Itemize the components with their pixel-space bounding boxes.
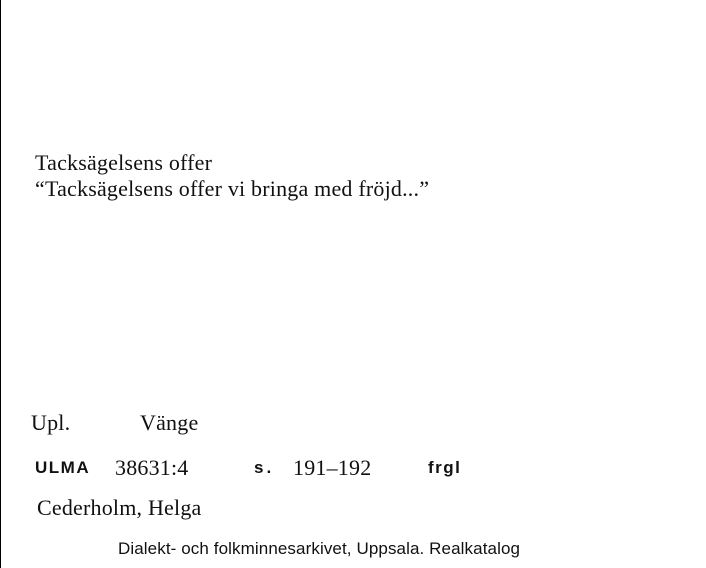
archive-code: ULMA — [35, 458, 91, 477]
person-name: Cederholm, Helga — [37, 495, 202, 520]
province: Upl. — [31, 410, 71, 435]
archive-footer: Dialekt- och folkminnesarkivet, Uppsala. Realkatalog — [118, 539, 521, 558]
parish: Vänge — [140, 410, 199, 435]
page-prefix: s. — [254, 458, 275, 477]
song-first-line: “Tacksägelsens offer vi bringa med fröjd...” — [35, 176, 430, 201]
page-range: 191–192 — [293, 455, 372, 480]
song-title: Tacksägelsens offer — [35, 150, 213, 175]
record-number: 38631:4 — [115, 455, 189, 480]
category-code: frgl — [428, 458, 462, 477]
